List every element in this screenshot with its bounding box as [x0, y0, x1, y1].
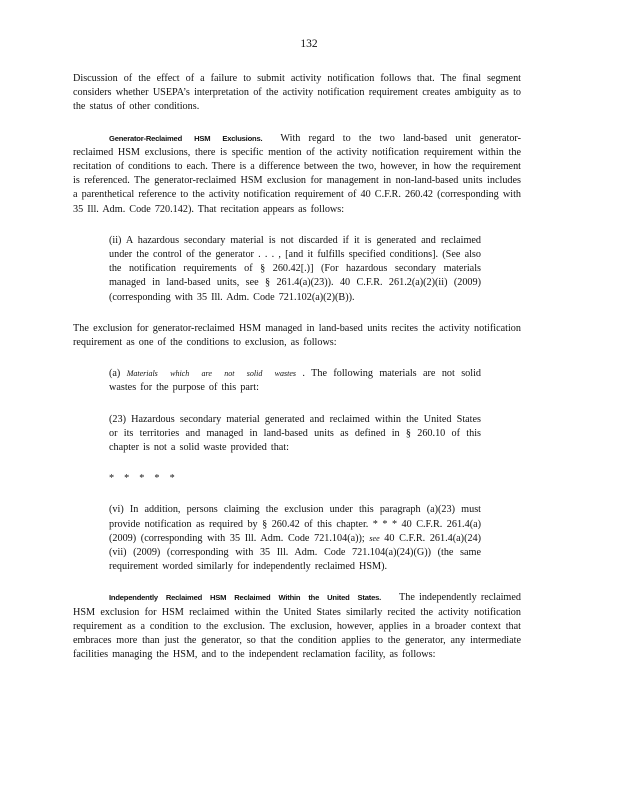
ellipsis-stars: * * * * *	[109, 473, 178, 485]
paragraph-independently-reclaimed-body: The independently reclaimed HSM exclusion for HSM reclaimed within the United States similarly recited the activity notification requirement as a condition to the exclusion. The exclusion, however, applies in a broader context that embraces more than just the generator, so that the condition applies to the generator, any intermediate facilities managing the HSM, and to the independent reclamation facility, as follows:	[73, 592, 521, 661]
block-quote-23: (23) Hazardous secondary material generated and reclaimed within the United States or its territories and managed in land-based units as defined in § 260.10 of this chapter is not a solid waste provided that:	[109, 413, 481, 454]
block-quote-261-2: (ii) A hazardous secondary material is not discarded if it is generated and reclaimed under the control of the generator . . . , [and it fulfills specified conditions]. (See also the notification requirements of § 260.42[.)] (For hazardous secondary materials managed in land-based units, see § 261.4(a)(23)). 40 C.F.R. 261.2(a)(2)(ii) (2009) (corresponding with 35 Ill. Adm. Code 721.102(a)(2)(B)).	[109, 234, 481, 303]
paragraph-land-based-exclusion: The exclusion for generator-reclaimed HSM managed in land-based units recites the activity notification requirement as one of the conditions to exclusion, as follows:	[73, 322, 521, 349]
paragraph-generator-reclaimed	[73, 132, 521, 217]
quote-materials-italic: Materials which are not solid wastes	[126, 369, 297, 379]
block-quote-materials	[109, 367, 481, 395]
quote-vi-part-b: 40 C.F.R. 261.4(a)(24)(vii) (2009) (corresponding with 35 Ill. Adm. Code 721.104(a)(24)(G)) (the same requirement worded similarly for independently reclaimed HSM).	[109, 532, 482, 573]
paragraph-independently-reclaimed	[73, 591, 521, 662]
block-quote-vi	[109, 503, 481, 574]
quote-vi-part-a: (vi) In addition, persons claiming the exclusion under this paragraph (a)(23) must provide notification as required by § 260.42 of this chapter. * * * 40 C.F.R. 261.4(a) (2009) (corresponding with 35 Ill. Adm. Code 721.104(a));	[109, 504, 481, 544]
quote-vi-see: see	[369, 533, 380, 543]
heading-generator-reclaimed: Generator-Reclaimed HSM Exclusions.	[109, 133, 263, 143]
heading-independently-reclaimed: Independently Reclaimed HSM Reclaimed Within the United States.	[109, 593, 382, 603]
paragraph-discussion: Discussion of the effect of a failure to submit activity notification follows that. The final segment considers whether USEPA’s interpretation of the activity notification requirement creates ambiguity as to the status of other conditions.	[73, 73, 521, 113]
quote-materials-rest: . The following materials are not solid wastes for the purpose of this part:	[109, 368, 482, 394]
page-content	[73, 72, 521, 663]
paragraph-generator-reclaimed-body: With regard to the two land-based unit generator-reclaimed HSM exclusions, there is specific mention of the activity notification requirement within the recitation of conditions to each. There is a difference between the two, however, in how the requirement is referenced. The generator-reclaimed HSM exclusion for management in non-land-based units includes a parenthetical reference to the activity notification requirement of 40 C.F.R. 260.42 (corresponding with 35 Ill. Adm. Code 720.142). That recitation appears as follows:	[73, 132, 521, 215]
page-number: 132	[300, 38, 318, 50]
quote-materials-lead: (a)	[109, 368, 121, 380]
